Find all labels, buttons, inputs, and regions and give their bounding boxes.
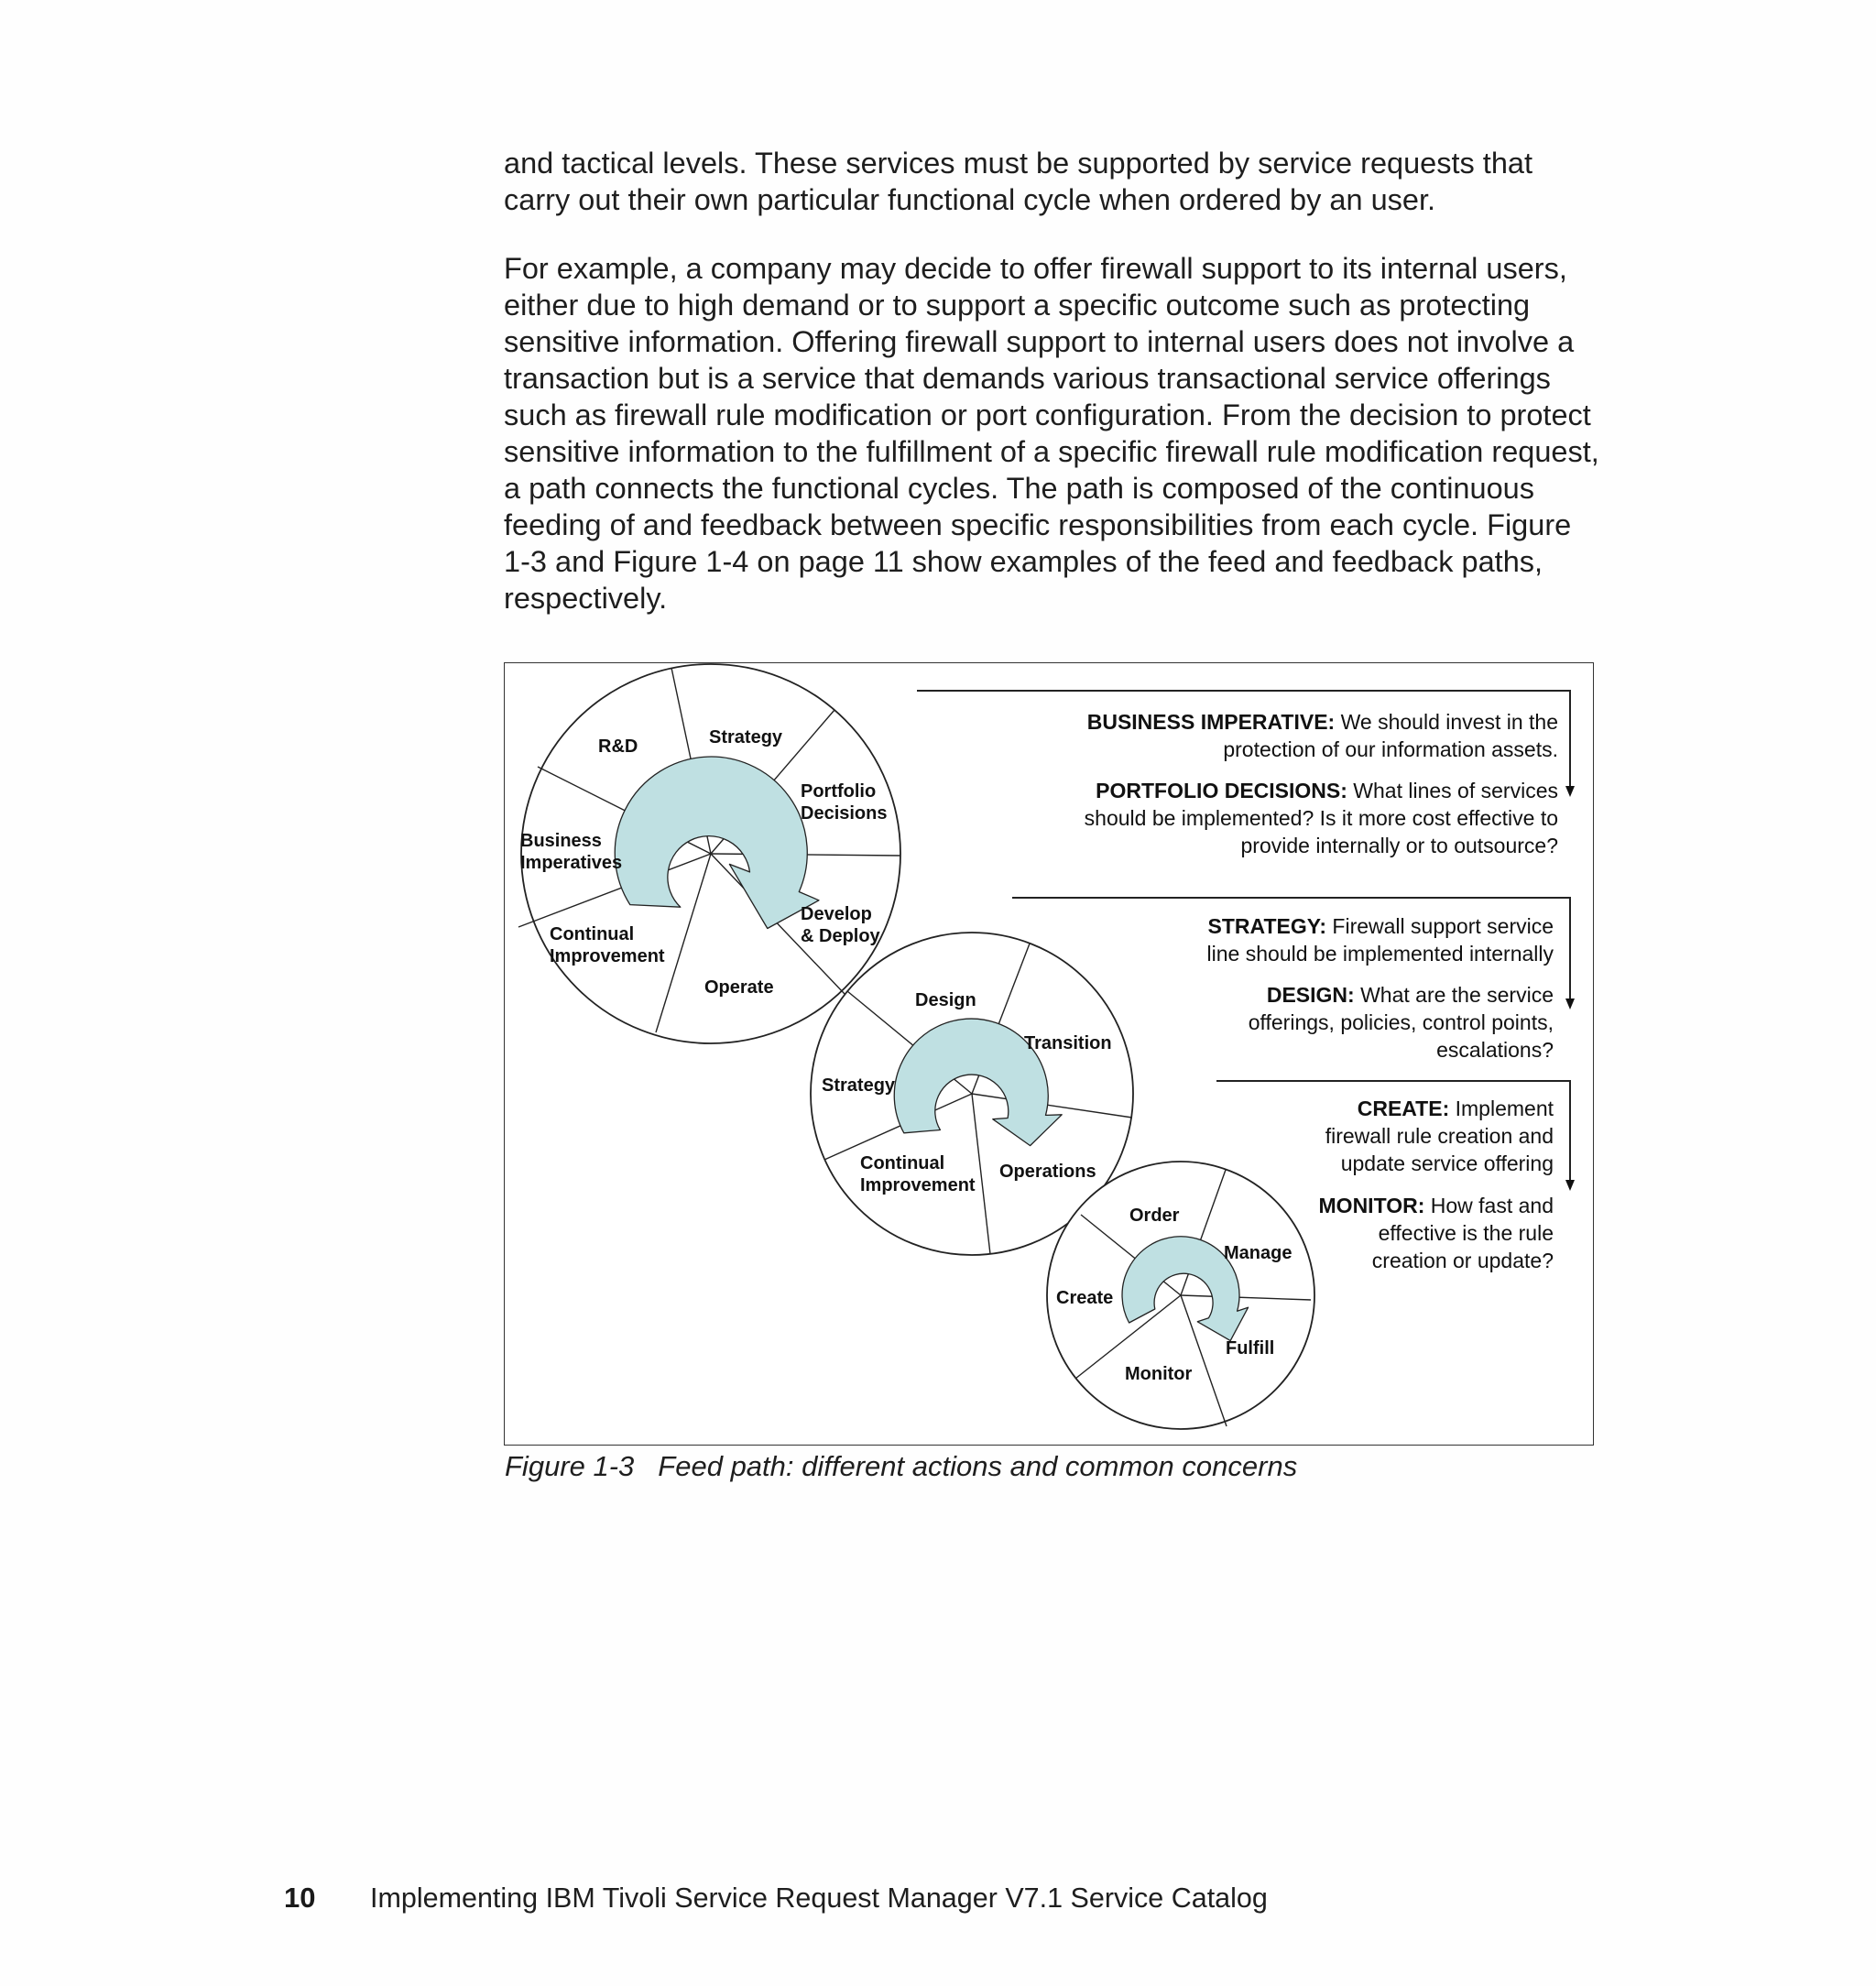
business-imperative-line-1 — [1087, 710, 1558, 734]
monitor-annotation-line-3: creation or update? — [1371, 1249, 1554, 1272]
business-imperative-heading: BUSINESS IMPERATIVE: — [1086, 710, 1336, 734]
business-imperative-text-1: We should invest in the — [1335, 710, 1558, 734]
portfolio-decisions-line-1 — [1096, 779, 1558, 802]
continual-improvement-label-2: Improvement — [550, 946, 665, 966]
operate-label: Operate — [704, 977, 774, 998]
create-annotation-line-3: update service offering — [1340, 1151, 1554, 1175]
arrowhead-top — [1565, 786, 1575, 797]
portfolio-decisions-line-2: should be implemented? Is it more cost effective to — [1084, 806, 1558, 830]
page-number: 10 — [284, 1882, 316, 1914]
small-wheel — [1047, 1162, 1314, 1429]
monitor-segment-label: Monitor — [1125, 1364, 1193, 1384]
middle-continual-improvement-label-1: Continual — [860, 1153, 945, 1173]
portfolio-decisions-line-3: provide internally or to outsource? — [1240, 834, 1558, 857]
create-segment-label: Create — [1056, 1288, 1114, 1308]
middle-continual-improvement-label-2: Improvement — [860, 1175, 976, 1195]
business-imperatives-label-1: Business — [520, 831, 602, 851]
middle-strategy-label: Strategy — [822, 1075, 896, 1096]
arrowhead-bottom — [1565, 1180, 1575, 1191]
design-label: Design — [915, 990, 976, 1010]
create-annotation-heading: CREATE: — [1357, 1097, 1450, 1120]
strategy-annotation-line-2: line should be implemented internally — [1206, 942, 1554, 966]
business-imperative-line-2: protection of our information assets. — [1223, 737, 1558, 761]
create-annotation-line-1 — [1358, 1097, 1554, 1120]
caption-text: Feed path: different actions and common concerns — [658, 1450, 1298, 1482]
feed-path-figure — [504, 662, 1594, 1446]
strategy-segment-label: Strategy — [709, 727, 783, 747]
arrowhead-middle — [1565, 998, 1575, 1009]
continual-improvement-label-1: Continual — [550, 924, 635, 944]
portfolio-decisions-label-1: Portfolio — [801, 781, 877, 802]
caption-label: Figure 1-3 — [505, 1450, 635, 1482]
monitor-annotation-line-2: effective is the rule — [1378, 1221, 1554, 1245]
manage-label: Manage — [1224, 1243, 1292, 1263]
design-annotation-line-2: offerings, policies, control points, — [1248, 1010, 1554, 1034]
figure-caption — [505, 1450, 1297, 1483]
monitor-annotation-text-1: How fast and — [1424, 1194, 1554, 1217]
create-annotation-line-2: firewall rule creation and — [1325, 1124, 1554, 1148]
design-annotation-line-3: escalations? — [1436, 1038, 1554, 1062]
develop-deploy-label-1: Develop — [801, 904, 872, 924]
rnd-label: R&D — [598, 737, 638, 757]
operations-label: Operations — [999, 1162, 1096, 1182]
feed-path-diagram — [505, 663, 1593, 1445]
design-annotation-text-1: What are the service — [1354, 983, 1554, 1007]
intro-paragraph: and tactical levels. These services must be supported by service requests that carry out their own particular functional cycle when ordered by an user. — [504, 147, 1533, 216]
monitor-annotation-heading: MONITOR: — [1318, 1194, 1425, 1217]
strategy-annotation-heading: STRATEGY: — [1207, 914, 1327, 938]
strategy-annotation-line-1 — [1208, 914, 1554, 938]
portfolio-decisions-label-2: Decisions — [801, 803, 888, 824]
example-paragraph: For example, a company may decide to offer firewall support to its internal users, either due to high demand or to support a specific outcome such as protecting sensitive information. Offering firewall support to internal users does not involve a transaction but is a service that demands various transactional service offerings such as firewall rule modification or port configuration. From the decision to protect sensitive information to the fulfillment of a specific firewall rule modification request, a path connects the functional cycles. The path is composed of the continuous feeding of and feedback between specific responsibilities from each cycle. Figure 1-3 and Figure 1-4 on page 11 show examples of the feed and feedback paths, respectively. — [504, 252, 1599, 615]
transition-label: Transition — [1024, 1033, 1112, 1053]
portfolio-decisions-heading: PORTFOLIO DECISIONS: — [1096, 779, 1347, 802]
fulfill-label: Fulfill — [1226, 1338, 1275, 1359]
portfolio-decisions-text-1: What lines of services — [1347, 779, 1558, 802]
order-label: Order — [1129, 1206, 1180, 1226]
create-annotation-text-1: Implement — [1449, 1097, 1554, 1120]
book-title: Implementing IBM Tivoli Service Request Manager V7.1 Service Catalog — [370, 1882, 1268, 1914]
design-annotation-line-1 — [1267, 983, 1554, 1007]
business-imperatives-label-2: Imperatives — [520, 853, 623, 873]
large-wheel — [518, 664, 900, 1043]
monitor-annotation-line-1 — [1319, 1194, 1554, 1217]
design-annotation-heading: DESIGN: — [1266, 983, 1355, 1007]
develop-deploy-label-2: & Deploy — [801, 926, 880, 946]
strategy-annotation-text-1: Firewall support service — [1326, 914, 1554, 938]
